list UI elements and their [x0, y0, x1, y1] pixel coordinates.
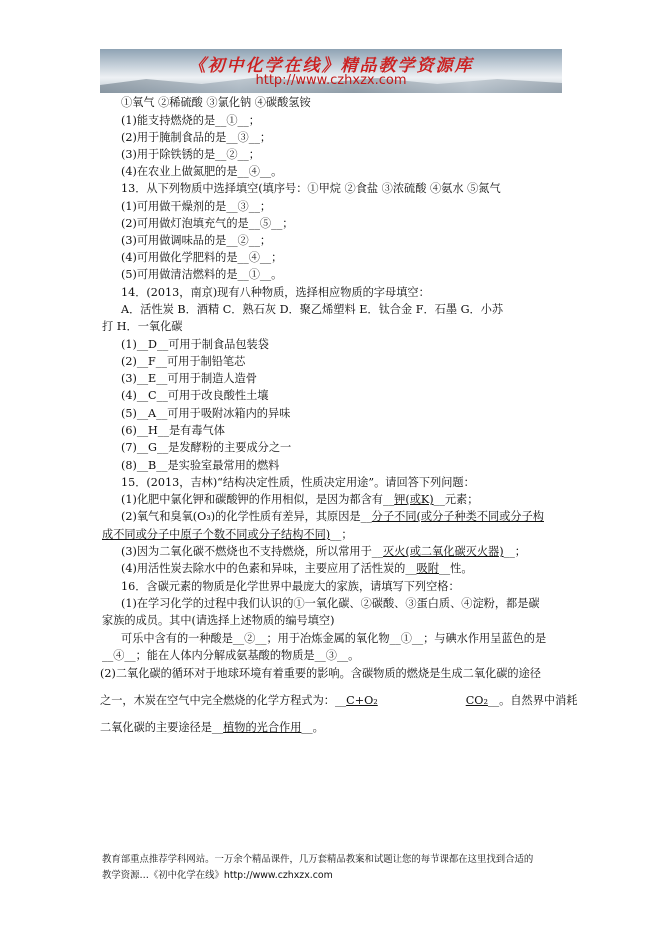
q15-answer-3-text: (3)因为二氧化碳不燃烧也不支持燃烧，所以常用于__	[121, 545, 383, 558]
q15-answer-2-text: (2)氧气和臭氧(O₃)的化学性质有差异，其原因是__	[121, 510, 372, 523]
q15-answer-2-end: __；	[330, 528, 353, 541]
final-end: __。	[301, 721, 324, 734]
final-fill: 植物的光合作用	[223, 721, 302, 734]
q12-answer-2: (2)用于腌制食品的是__③__；	[121, 131, 272, 144]
q14-answer-2: (2)__F__可用于制铅笔芯	[121, 355, 246, 368]
q16-part2-equation	[100, 694, 577, 708]
site-url[interactable]: http://www.czhxzx.com	[255, 73, 407, 88]
q15-answer-2-fill-cont: 成不同或分子中原子个数不同或分子结构不同)	[102, 528, 331, 541]
q16-part1: (1)在学习化学的过程中我们认识的①一氧化碳、②碳酸、③蛋白质、④淀粉，都是碳	[121, 597, 540, 610]
final-lead: 二氧化碳的主要途径是__	[100, 721, 224, 734]
header-banner	[100, 49, 562, 93]
q13-answer-1: (1)可用做干燥剂的是__③__；	[121, 200, 272, 213]
q15-answer-2	[121, 510, 544, 524]
equation-products: CO₂	[465, 694, 488, 707]
q15-answer-1-fill: 钾(或K)	[394, 493, 434, 506]
q15-answer-4	[121, 562, 473, 576]
footer-line-2[interactable]: 教学资源…《初中化学在线》http://www.czhxzx.com	[102, 870, 333, 881]
q16-part1-cont: 家族的成员。其中(请选择上述物质的编号填空)	[102, 614, 335, 627]
equation-reactants: C+O₂	[346, 694, 378, 707]
q12-answer-3: (3)用于除铁锈的是__②__；	[121, 148, 260, 161]
q13-answer-2: (2)可用做灯泡填充气的是__⑤__；	[121, 217, 294, 230]
q16-part1-answers-cont: __④__；能在人体内分解成氨基酸的物质是__③__。	[102, 649, 360, 662]
q15-answer-1-text: (1)化肥中氯化钾和碳酸钾的作用相似，是因为都含有__	[121, 493, 395, 506]
q13-prompt: 13．从下列物质中选择填空(填序号：①甲烷 ②食盐 ③浓硫酸 ④氨水 ⑤氮气	[121, 182, 501, 195]
q12-options: ①氧气 ②稀硫酸 ③氯化钠 ④碳酸氢铵	[121, 96, 311, 109]
q14-options: A．活性炭 B．酒精 C．熟石灰 D．聚乙烯塑料 E．钛合金 F．石墨 G．小苏	[121, 303, 504, 316]
site-title: 《初中化学在线》精品教学资源库	[188, 56, 474, 76]
q14-answer-3: (3)__E__可用于制造人造骨	[121, 372, 257, 385]
q15-answer-2-cont	[102, 528, 353, 542]
q15-answer-1	[121, 493, 478, 507]
q15-answer-3	[121, 545, 526, 559]
q15-answer-1-end: __元素；	[433, 493, 479, 506]
q14-answer-4: (4)__C__可用于改良酸性土壤	[121, 389, 269, 402]
q15-answer-3-end: __；	[503, 545, 526, 558]
equation-tail: __。自然界中消耗	[487, 694, 578, 707]
q15-answer-3-fill: 灭火(或二氧化碳灭火器)	[382, 545, 504, 558]
q14-answer-1: (1)__D__可用于制食品包装袋	[121, 338, 269, 351]
q15-answer-2-fill: 分子不同(或分子种类不同或分子构	[371, 510, 544, 523]
q15-prompt: 15．(2013，吉林)“结构决定性质，性质决定用途”。请回答下列问题：	[121, 476, 475, 489]
q16-part1-answers: 可乐中含有的一种酸是__②__；用于冶炼金属的氧化物__①__；与碘水作用呈蓝色的是	[121, 632, 547, 645]
q13-answer-4: (4)可用做化学肥料的是__④__；	[121, 251, 283, 264]
footer-line-1: 教育部重点推荐学科网站。一万余个精品课件，几万套精品教案和试题让您的每节课都在这里找到合适的	[102, 854, 534, 865]
q14-answer-8: (8)__B__是实验室最常用的燃料	[121, 459, 280, 472]
q14-answer-5: (5)__A__可用于吸附冰箱内的异味	[121, 407, 291, 420]
q14-options-cont: 打 H．一氧化碳	[102, 320, 183, 333]
q13-answer-5: (5)可用做清洁燃料的是__①__。	[121, 268, 283, 281]
q14-answer-6: (6)__H__是有毒气体	[121, 424, 225, 437]
q16-part2: (2)二氧化碳的循环对于地球环境有着重要的影响。含碳物质的燃烧是生成二氧化碳的途径	[100, 667, 541, 680]
q12-answer-4: (4)在农业上做氮肥的是__④__。	[121, 165, 283, 178]
q16-prompt: 16．含碳元素的物质是化学世界中最庞大的家族，请填写下列空格：	[121, 580, 460, 593]
q13-answer-3: (3)可用做调味品的是__②__；	[121, 234, 272, 247]
q14-answer-7: (7)__G__是发酵粉的主要成分之一	[121, 441, 292, 454]
q15-answer-4-end: __性。	[438, 562, 473, 575]
equation-lead: 之一，木炭在空气中完全燃烧的化学方程式为：__	[100, 694, 347, 707]
q16-part2-final	[100, 721, 324, 735]
q14-prompt: 14．(2013，南京)现有八种物质，选择相应物质的字母填空：	[121, 286, 430, 299]
q12-answer-1: (1)能支持燃烧的是__①__；	[121, 114, 260, 127]
q15-answer-4-fill: 吸附	[416, 562, 439, 575]
q15-answer-4-text: (4)用活性炭去除水中的色素和异味，主要应用了活性炭的__	[121, 562, 417, 575]
